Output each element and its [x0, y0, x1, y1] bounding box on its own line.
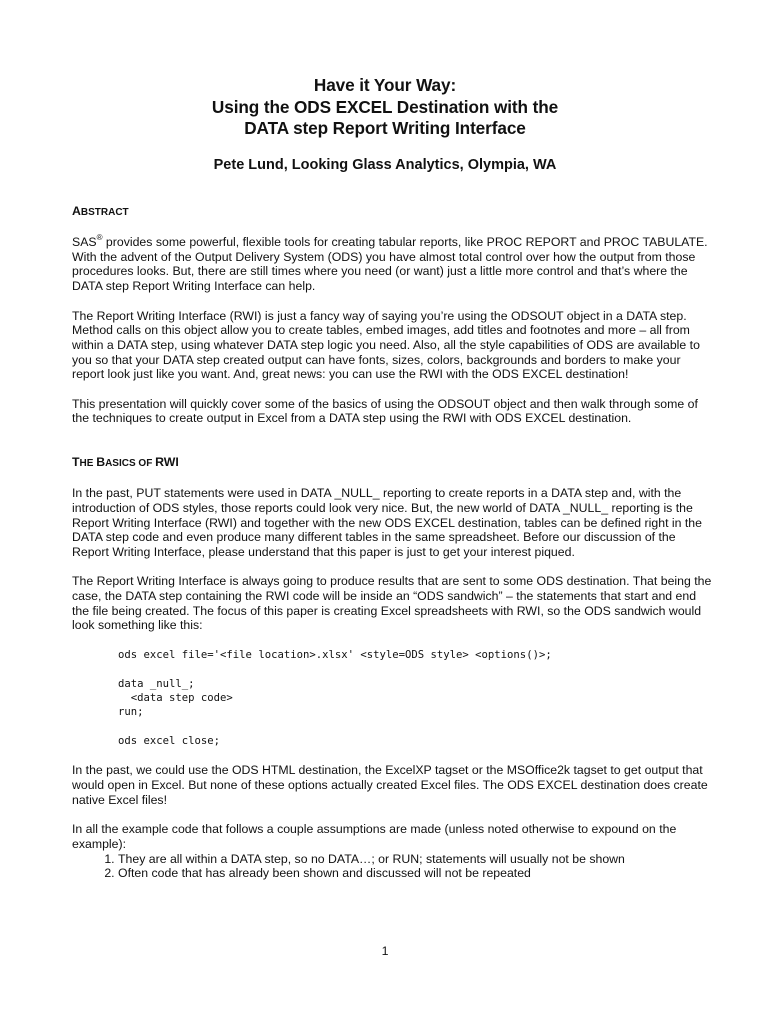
title-block: [0, 75, 770, 174]
basics-paragraph-1: In the past, PUT statements were used in DATA _NULL_ reporting to create reports in a DATA step and, with the introduction of ODS styles, those reports could look very nice. But, the new world of DATA _NULL_ reporting is the Report Writing Interface (RWI) and together with the new ODS EXCEL destination, tables can be defined right in the DATA step code and even produce many different tables in the same spreadsheet. Before our discussion of the Report Writing Interface, please understand that this paper is just to get your interest piqued.: [72, 486, 702, 559]
paper-author: Pete Lund, Looking Glass Analytics, Olympia, WA: [213, 156, 557, 173]
abstract-heading: ABSTRACT: [72, 204, 129, 218]
basics-paragraph-2: The Report Writing Interface is always going to produce results that are sent to some ODS destination. That being the case, the DATA step containing the RWI code will be inside an “ODS sandwich” – the statements that start and end the file being created. The focus of this paper is creating Excel spreadsheets with RWI, so the ODS sandwich would look something like this:: [72, 574, 712, 633]
abstract-paragraph-2: The Report Writing Interface (RWI) is just a fancy way of saying you’re using the ODSOUT object in a DATA step. Method calls on this object allow you to create tables, embed images, add titles and footnotes and more – all from within a DATA step, using whatever DATA step logic you need. Also, all the style capabilities of ODS are available to you so that your DATA step created output can have fonts, sizes, colors, backgrounds and borders to make your report look just like you want. And, great news: you can use the RWI with the ODS EXCEL destination!: [72, 308, 700, 382]
abstract-paragraph-1: SAS® provides some powerful, flexible tools for creating tabular reports, like PROC REPORT and PROC TABULATE. With the advent of the Output Delivery System (ODS) you have almost total control over how the output from those procedures looks. But, there are still times where you need (or want) just a little more control and that’s where the DATA step Report Writing Interface can help.: [72, 232, 708, 294]
basics-paragraph-4: In all the example code that follows a couple assumptions are made (unless noted otherwise to expound on the example):: [72, 822, 677, 851]
list-item: 2. Often code that has already been shown and discussed will not be repeated: [118, 866, 712, 881]
code-data-step: data _null_; <data step code> run;: [118, 677, 233, 719]
basics-paragraph-3: In the past, we could use the ODS HTML destination, the ExcelXP tagset or the MSOffice2k tagset to get output that would open in Excel. But none of these options actually created Excel files. The ODS EXCEL destination does create native Excel files!: [72, 763, 708, 807]
code-ods-excel-close: ods excel close;: [118, 735, 221, 748]
code-ods-excel-open: ods excel file='<file location>.xlsx' <style=ODS style> <options()>;: [118, 648, 552, 661]
basics-heading: THE BASICS OF RWI: [72, 455, 179, 470]
paper-title-line-1: Have it Your Way:: [313, 75, 457, 95]
abstract-paragraph-3: This presentation will quickly cover some of the basics of using the ODSOUT object and then walk through some of the techniques to create output in Excel from a DATA step using the RWI with ODS EXCEL destination.: [72, 396, 698, 426]
paper-body: [72, 204, 712, 881]
assumptions-list: [72, 852, 712, 881]
list-item: 1. They are all within a DATA step, so no DATA…; or RUN; statements will usually not be shown: [118, 852, 712, 867]
paper-title-line-3: DATA step Report Writing Interface: [244, 118, 526, 138]
page-number: 1: [381, 944, 389, 958]
paper-title-line-2: Using the ODS EXCEL Destination with the: [211, 96, 559, 117]
